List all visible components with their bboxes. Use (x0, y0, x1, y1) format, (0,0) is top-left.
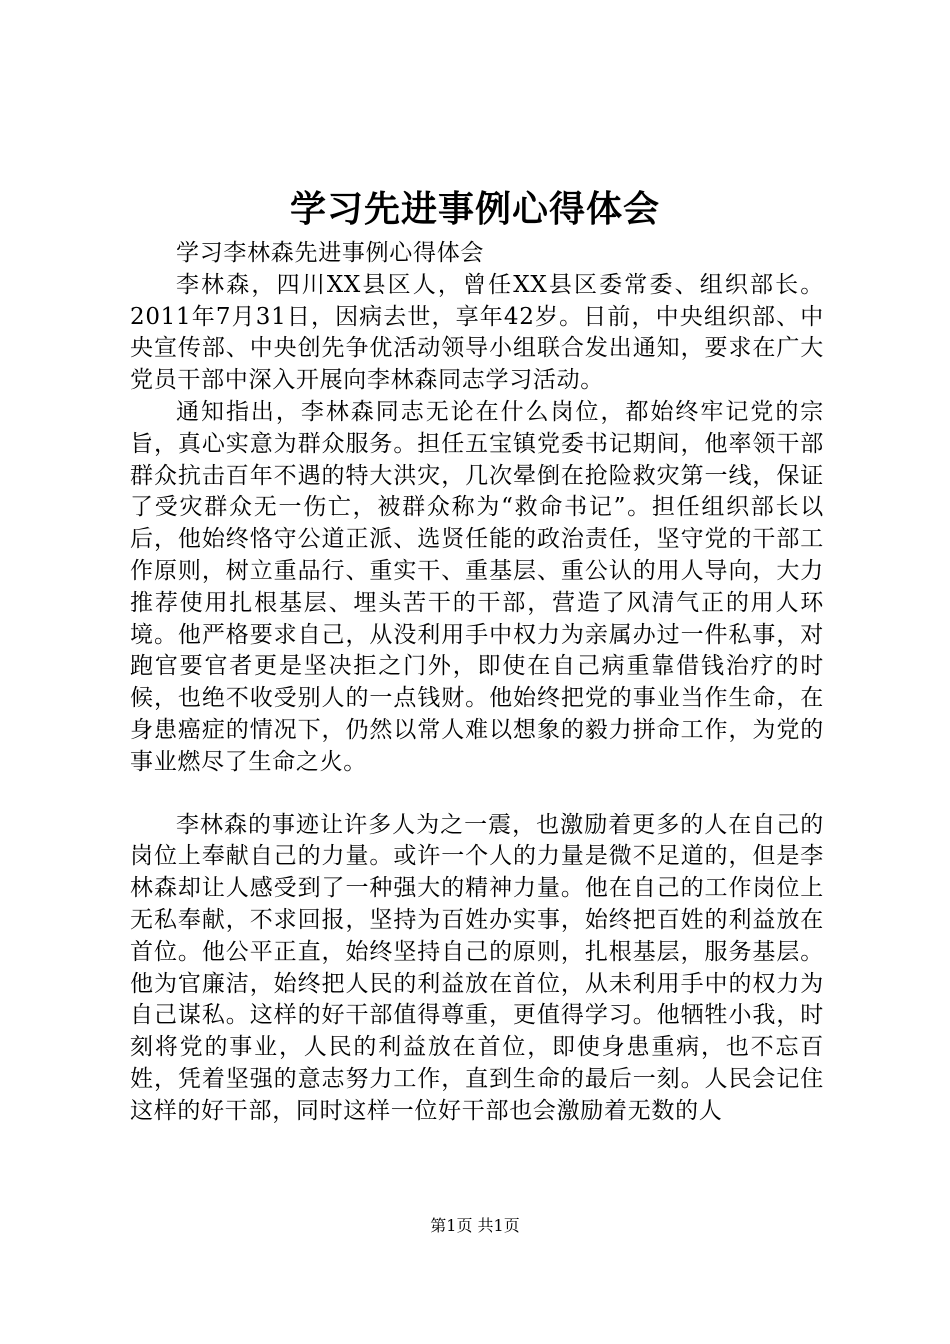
document-title: 学习先进事例心得体会 (289, 188, 660, 230)
document-subtitle: 学习李林森先进事例心得体会 (176, 240, 485, 266)
paragraph-2: 通知指出，李林森同志无论在什么岗位，都始终牢记党的宗旨，真心实意为群众服务。担任五宝镇党委书记期间，他率领干部群众抗击百年不遇的特大洪灾，几次晕倒在抢险救灾第一线，保证了受灾群众无一伤亡，被群众称为“救命书记”。担任组织部长以后，他始终恪守公道正派、选贤任能的政治责任，坚守党的干部工作原则，树立重品行、重实干、重基层、重公认的用人导向，大力推荐使用扎根基层、埋头苦干的干部，营造了风清气正的用人环境。他严格要求自己，从没利用手中权力为亲属办过一件私事，对跑官要官者更是坚决拒之门外，即使在自己病重靠借钱治疗的时候，也绝不收受别人的一点钱财。他始终把党的事业当作生命，在身患癌症的情况下，仍然以常人难以想象的毅力拼命工作，为党的事业燃尽了生命之火。 (130, 398, 824, 775)
document-body (130, 238, 824, 1128)
page-footer: 第1页 共1页 (430, 1216, 520, 1235)
paragraph-1: 李林森，四川XX县区人，曾任XX县区委常委、组织部长。2011年7月31日，因病去世，享年42岁。日前，中央组织部、中央宣传部、中央创先争优活动领导小组联合发出通知，要求在广大党员干部中深入开展向李林森同志学习活动。 (130, 271, 824, 394)
paragraph-3: 李林森的事迹让许多人为之一震，也激励着更多的人在自己的岗位上奉献自己的力量。或许一个人的力量是微不足道的，但是李林森却让人感受到了一种强大的精神力量。他在自己的工作岗位上无私奉献，不求回报，坚持为百姓办实事，始终把百姓的利益放在首位。他公平正直，始终坚持自己的原则，扎根基层，服务基层。他为官廉洁，始终把人民的利益放在首位，从未利用手中的权力为自己谋私。这样的好干部值得尊重，更值得学习。他牺牲小我，时刻将党的事业，人民的利益放在首位，即使身患重病，也不忘百姓，凭着坚强的意志努力工作，直到生命的最后一刻。人民会记住这样的好干部，同时这样一位好干部也会激励着无数的人 (130, 811, 824, 1124)
